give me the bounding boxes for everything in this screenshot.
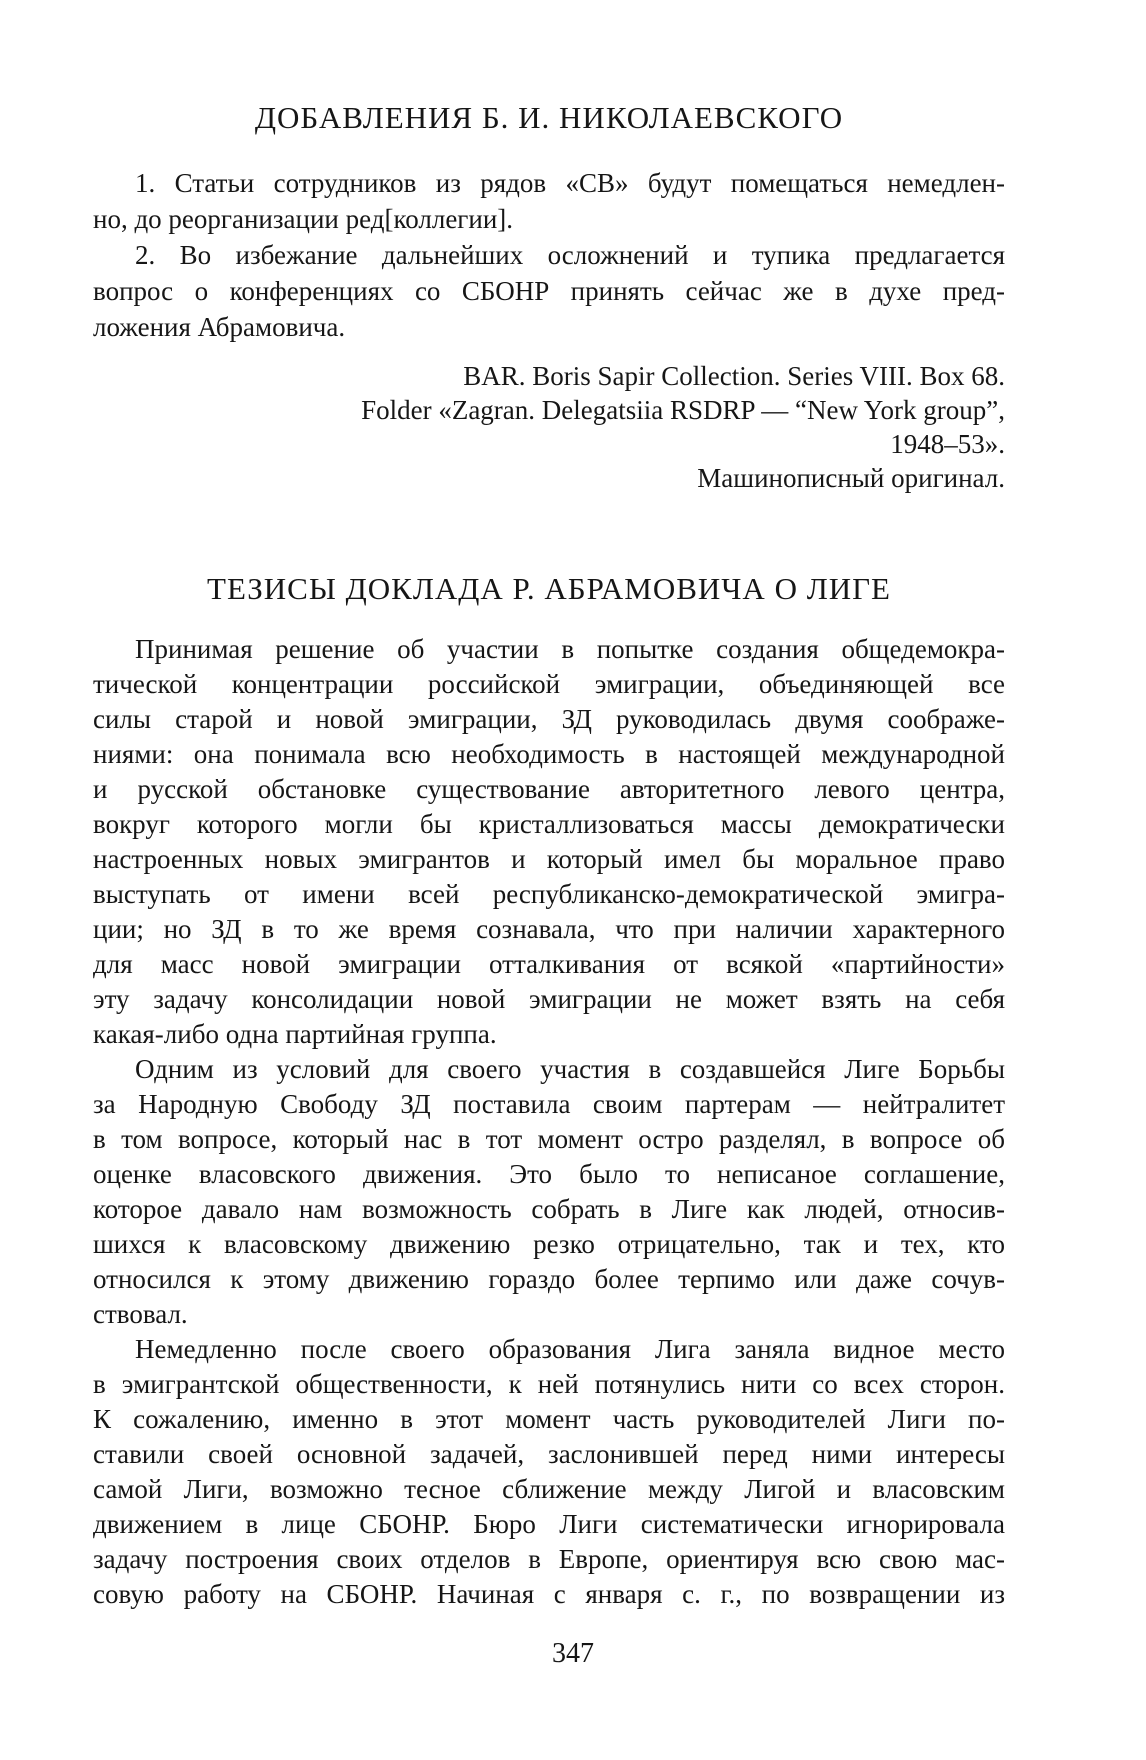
paragraph: [93, 632, 1005, 1052]
text-line: ниями: она понимала всю необходимость в настоящей международной: [93, 739, 1005, 769]
page-number: 347: [552, 1638, 594, 1669]
paragraph: [93, 165, 1005, 237]
paragraph: [93, 237, 1005, 345]
text-line: настроенных новых эмигрантов и который имел бы моральное право: [93, 844, 1005, 874]
text-line: ставили своей основной задачей, заслонившей перед ними интересы: [93, 1439, 1005, 1469]
section-additions-body: [93, 165, 1005, 345]
paragraph: [93, 1332, 1005, 1612]
text-line: но, до реорганизации ред[коллегии].: [93, 204, 514, 234]
text-line: Одним из условий для своего участия в создавшейся Лиге Борьбы: [135, 1054, 1005, 1084]
text-line: К сожалению, именно в этот момент часть руководителей Лиги по-: [93, 1404, 1005, 1434]
citation-line: Машинописный оригинал.: [697, 463, 1005, 493]
text-line: относился к этому движению гораздо более терпимо или даже сочув-: [93, 1264, 1005, 1294]
text-line: ложения Абрамовича.: [93, 312, 346, 342]
text-line: совую работу на СБОНР. Начиная с января с. г., по возвращении из: [93, 1579, 1005, 1609]
text-line: выступать от имени всей республиканско-демократической эмигра-: [93, 879, 1005, 909]
paragraph: [93, 1052, 1005, 1332]
section-title-additions: ДОБАВЛЕНИЯ Б. И. НИКОЛАЕВСКОГО: [254, 100, 844, 135]
text-line: тической концентрации российской эмиграции, объединяющей все: [93, 669, 1005, 699]
text-line: силы старой и новой эмиграции, ЗД руководилась двумя соображе-: [93, 704, 1005, 734]
text-line: движением в лице СБОНР. Бюро Лиги систематически игнорировала: [93, 1509, 1005, 1539]
text-line: Принимая решение об участии в попытке создания общедемокра-: [135, 634, 1005, 664]
text-line: шихся к власовскому движению резко отрицательно, так и тех, кто: [93, 1229, 1005, 1259]
text-line: 2. Во избежание дальнейших осложнений и тупика предлагается: [135, 240, 1005, 270]
text-line: вопрос о конференциях со СБОНР принять сейчас же в духе пред-: [93, 276, 1005, 306]
text-line: самой Лиги, возможно тесное сближение между Лигой и власовским: [93, 1474, 1005, 1504]
text-line: оценке власовского движения. Это было то неписаное соглашение,: [93, 1159, 1005, 1189]
text-line: ции; но ЗД в то же время сознавала, что при наличии характерного: [93, 914, 1005, 944]
citation-line: 1948–53».: [890, 429, 1005, 459]
section-theses-body: [93, 632, 1005, 1612]
text-line: и русской обстановке существование авторитетного левого центра,: [93, 774, 1005, 804]
text-line: какая-либо одна партийная группа.: [93, 1019, 497, 1049]
citation-line: Folder «Zagran. Delegatsiia RSDRP — “New York group”,: [361, 395, 1005, 425]
text-line: ствовал.: [93, 1299, 188, 1329]
section-title-theses: ТЕЗИСЫ ДОКЛАДА Р. АБРАМОВИЧА О ЛИГЕ: [207, 571, 891, 606]
text-line: за Народную Свободу ЗД поставила своим партерам — нейтралитет: [93, 1089, 1005, 1119]
text-line: для масс новой эмиграции отталкивания от всякой «партийности»: [93, 949, 1005, 979]
source-citation: [93, 359, 1005, 495]
text-line: 1. Статьи сотрудников из рядов «СВ» будут помещаться немедлен-: [135, 168, 1005, 198]
text-line: эту задачу консолидации новой эмиграции не может взять на себя: [93, 984, 1005, 1014]
text-line: которое давало нам возможность собрать в Лиге как людей, относив-: [93, 1194, 1005, 1224]
text-line: в эмигрантской общественности, к ней потянулись нити со всех сторон.: [93, 1369, 1005, 1399]
text-line: задачу построения своих отделов в Европе, ориентируя всю свою мас-: [93, 1544, 1005, 1574]
citation-line: BAR. Boris Sapir Collection. Series VIII. Box 68.: [463, 361, 1005, 391]
text-line: в том вопросе, который нас в тот момент остро разделял, в вопросе об: [93, 1124, 1005, 1154]
text-line: Немедленно после своего образования Лига заняла видное место: [135, 1334, 1005, 1364]
text-line: вокруг которого могли бы кристаллизоваться массы демократически: [93, 809, 1005, 839]
